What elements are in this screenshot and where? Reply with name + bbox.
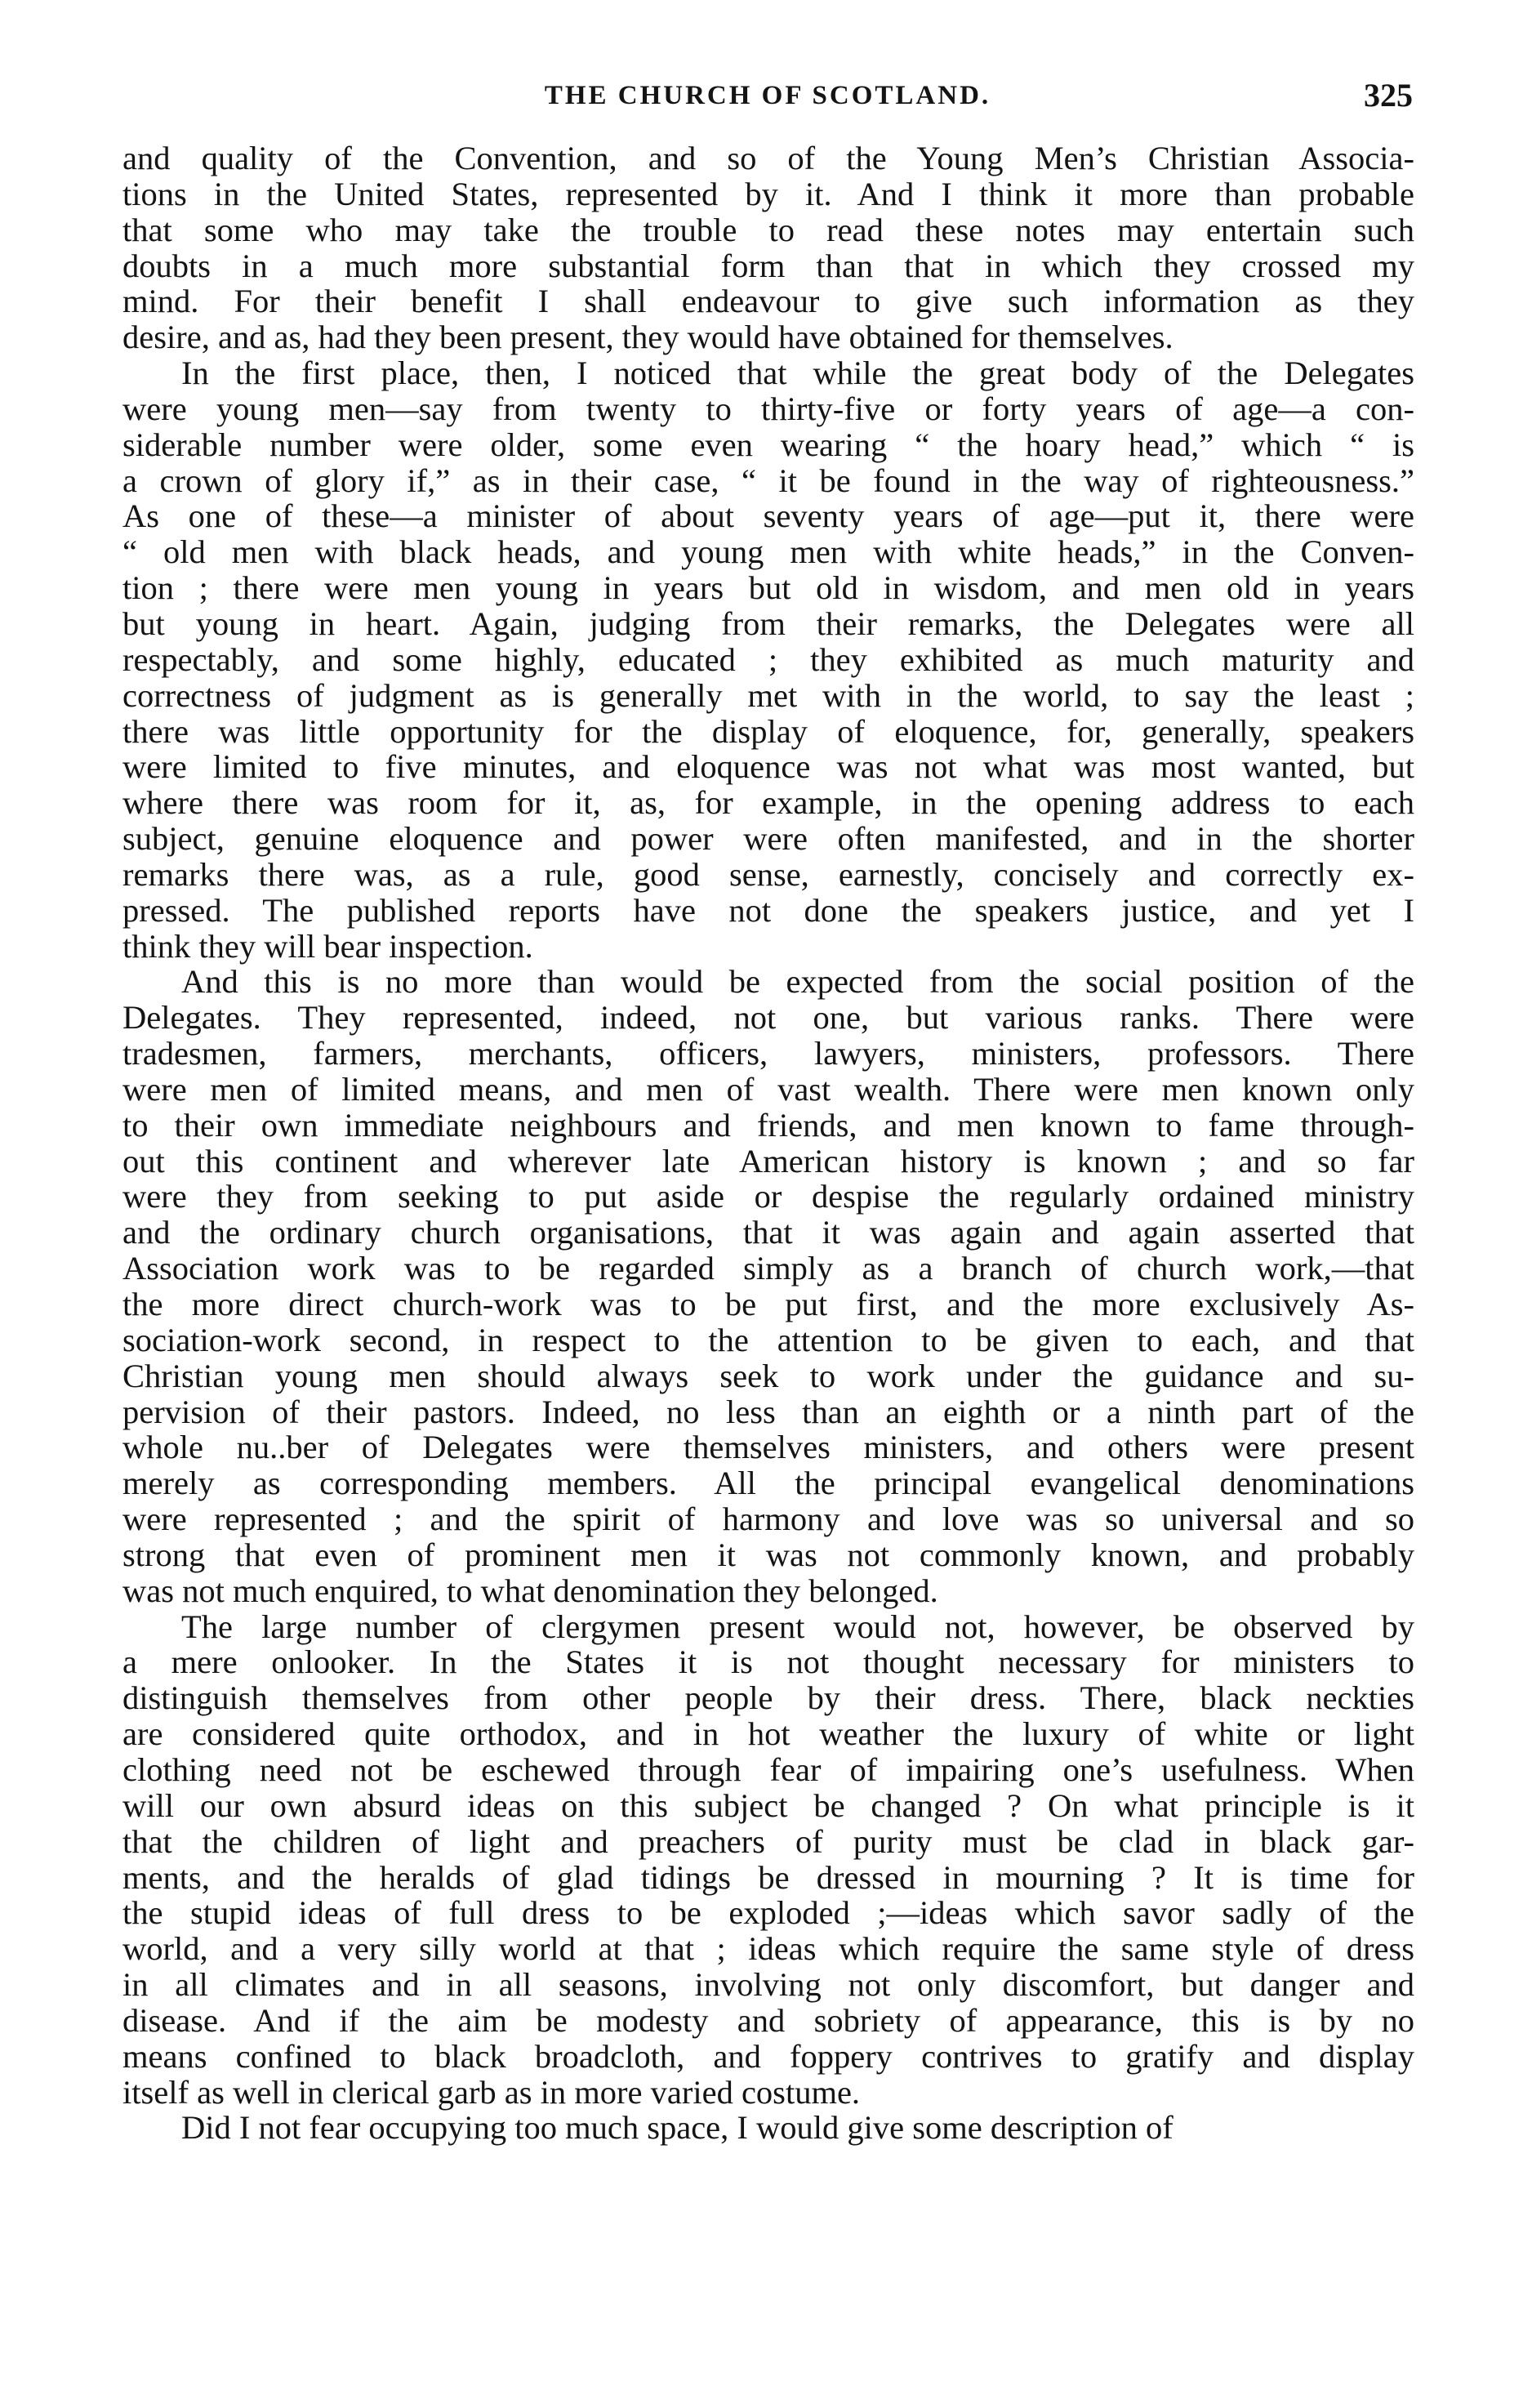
- text-line: the stupid ideas of full dress to be exploded ;—ideas which savor sadly of the: [122, 1894, 1414, 1932]
- text-line: pervision of their pastors. Indeed, no less than an eighth or a ninth part of the: [122, 1393, 1414, 1430]
- text-line: “ old men with black heads, and young men with white heads,” in the Conven-: [122, 533, 1414, 571]
- text-line: ments, and the heralds of glad tidings be dressed in mourning ? It is time for: [122, 1858, 1414, 1896]
- text-line: tradesmen, farmers, merchants, officers, lawyers, ministers, professors. There: [122, 1035, 1414, 1072]
- text-line: doubts in a much more substantial form than that in which they crossed my: [122, 247, 1414, 284]
- text-line: disease. And if the aim be modesty and sobriety of appearance, this is by no: [122, 2001, 1414, 2039]
- running-header: [122, 75, 1413, 124]
- text-line: will our own absurd ideas on this subject be changed ? On what principle is it: [122, 1786, 1414, 1824]
- text-line: tions in the United States, represented by it. And I think it more than probable: [122, 175, 1414, 212]
- text-line: remarks there was, as a rule, good sense, earnestly, concisely and correctly ex-: [122, 855, 1414, 893]
- text-line: Did I not fear occupying too much space, I would give some description of: [181, 2109, 1173, 2147]
- text-line: but young in heart. Again, judging from their remarks, the Delegates were all: [122, 604, 1414, 642]
- text-line: desire, and as, had they been present, they would have obtained for themselves.: [122, 319, 1173, 356]
- paragraph: [122, 1609, 1414, 2111]
- text-line: Delegates. They represented, indeed, not one, but various ranks. There were: [122, 999, 1414, 1037]
- text-line: there was little opportunity for the display of eloquence, for, generally, speakers: [122, 712, 1414, 750]
- text-line: In the first place, then, I noticed that while the great body of the Delegates: [181, 355, 1414, 392]
- body-text: [122, 140, 1414, 2146]
- text-line: were men of limited means, and men of vast wealth. There were men known only: [122, 1070, 1414, 1108]
- text-line: were young men—say from twenty to thirty-five or forty years of age—a con-: [122, 390, 1414, 427]
- text-line: whole nu..ber of Delegates were themselves ministers, and others were present: [122, 1429, 1414, 1466]
- text-line: merely as corresponding members. All the principal evangelical denominations: [122, 1465, 1414, 1502]
- paragraph: [122, 2110, 1414, 2146]
- text-line: think they will bear inspection.: [122, 927, 533, 965]
- text-line: tion ; there were men young in years but old in wisdom, and men old in years: [122, 569, 1414, 607]
- text-line: subject, genuine eloquence and power were often manifested, and in the shorter: [122, 820, 1414, 858]
- text-line: The large number of clergymen present would not, however, be observed by: [181, 1608, 1414, 1645]
- text-line: that some who may take the trouble to read these notes may entertain such: [122, 211, 1414, 248]
- text-line: were represented ; and the spirit of harmony and love was so universal and so: [122, 1501, 1414, 1538]
- text-line: out this continent and wherever late American history is known ; and so far: [122, 1142, 1414, 1179]
- text-line: world, and a very silly world at that ; ideas which require the same style of dress: [122, 1930, 1414, 1968]
- text-line: and the ordinary church organisations, that it was again and again asserted that: [122, 1214, 1414, 1251]
- running-title: THE CHURCH OF SCOTLAND.: [544, 81, 991, 110]
- text-line: Association work was to be regarded simply as a branch of church work,—that: [122, 1250, 1414, 1287]
- text-line: are considered quite orthodox, and in hot weather the luxury of white or light: [122, 1715, 1414, 1753]
- text-line: in all climates and in all seasons, involving not only discomfort, but danger and: [122, 1966, 1414, 2004]
- paragraph: [122, 964, 1414, 1608]
- page-number: 325: [1364, 77, 1413, 114]
- text-line: distinguish themselves from other people by their dress. There, black neckties: [122, 1679, 1414, 1717]
- text-line: respectably, and some highly, educated ; they exhibited as much maturity and: [122, 640, 1414, 678]
- text-line: that the children of light and preachers of purity must be clad in black gar-: [122, 1822, 1414, 1860]
- paragraph: [122, 140, 1414, 355]
- text-line: means confined to black broadcloth, and foppery contrives to gratify and display: [122, 2037, 1414, 2075]
- text-line: sociation-work second, in respect to the attention to be given to each, and that: [122, 1321, 1414, 1358]
- text-line: were limited to five minutes, and eloquence was not what was most wanted, but: [122, 748, 1414, 786]
- text-line: Christian young men should always seek to work under the guidance and su-: [122, 1357, 1414, 1394]
- text-line: and quality of the Convention, and so of the Young Men’s Christian Associa-: [122, 140, 1414, 176]
- text-line: strong that even of prominent men it was not commonly known, and probably: [122, 1536, 1414, 1573]
- paragraph: [122, 355, 1414, 964]
- text-line: correctness of judgment as is generally met with in the world, to say the least ;: [122, 676, 1414, 714]
- text-line: pressed. The published reports have not done the speakers justice, and yet I: [122, 891, 1414, 929]
- text-line: a mere onlooker. In the States it is not thought necessary for ministers to: [122, 1643, 1414, 1681]
- text-line: siderable number were older, some even wearing “ the hoary head,” which “ is: [122, 426, 1414, 463]
- text-line: As one of these—a minister of about seventy years of age—put it, there were: [122, 497, 1414, 535]
- text-line: were they from seeking to put aside or despise the regularly ordained ministry: [122, 1178, 1414, 1215]
- text-line: clothing need not be eschewed through fear of impairing one’s usefulness. When: [122, 1750, 1414, 1788]
- text-line: the more direct church-work was to be put first, and the more exclusively As-: [122, 1286, 1414, 1322]
- text-line: a crown of glory if,” as in their case, “ it be found in the way of righteousness.”: [122, 462, 1414, 499]
- text-line: was not much enquired, to what denomination they belonged.: [122, 1572, 938, 1609]
- text-line: mind. For their benefit I shall endeavour to give such information as they: [122, 283, 1414, 320]
- text-line: to their own immediate neighbours and friends, and men known to fame through-: [122, 1106, 1414, 1144]
- text-line: where there was room for it, as, for example, in the opening address to each: [122, 784, 1414, 822]
- text-line: And this is no more than would be expected from the social position of the: [181, 963, 1414, 1001]
- text-line: itself as well in clerical garb as in more varied costume.: [122, 2073, 861, 2111]
